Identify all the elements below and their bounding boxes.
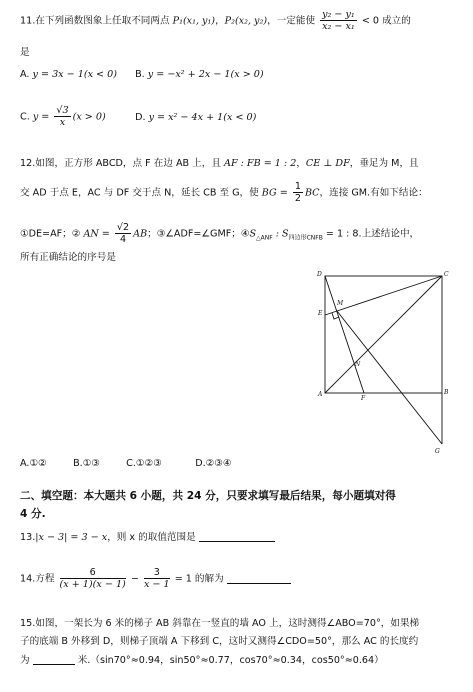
q12-perp: CE ⊥ DF <box>305 158 350 169</box>
q12-line4: 所有正确结论的序号是 <box>20 252 116 263</box>
q13-answer-blank[interactable] <box>199 531 275 542</box>
label-b: B <box>444 389 449 396</box>
q12-option-d: D.②③④ <box>195 458 232 469</box>
q11-sep: ， <box>215 15 225 27</box>
q11-option-c <box>20 105 132 128</box>
q15-text: 米.（sin70°≈0.94，sin50°≈0.77，cos70°≈0.34，cos50°≈0.64） <box>77 655 384 666</box>
q11-frac-num: y₂ − y₁ <box>322 9 355 20</box>
q14-fraction1 <box>60 567 126 590</box>
q14-minus: − <box>130 573 139 585</box>
q11-line1 <box>20 9 411 32</box>
q12-option-b: B.①③ <box>73 458 100 469</box>
frac-num: √3 <box>56 105 69 116</box>
segment-mg <box>337 311 442 444</box>
q15-text: 为 <box>20 655 30 666</box>
label-e: E <box>318 310 323 317</box>
q11-mid: ，一定能使 <box>267 15 316 27</box>
q13-line <box>20 531 275 544</box>
q13-text: ，则 x 的取值范围是 <box>107 532 196 543</box>
option-fraction <box>54 105 70 128</box>
q11-stem: 11.在下列函数图象上任取不同两点 <box>20 15 170 27</box>
option-label: C. <box>20 111 30 123</box>
frac-den: x − 1 <box>143 579 170 590</box>
q15-line2: 子的底端 B 外移到 D，则梯子顶端 A 下移到 C，这时又测得∠CDO=50°，那么 AC 的长度约 <box>20 636 419 647</box>
q12-half-fraction <box>293 181 303 204</box>
label-n: N <box>355 361 361 368</box>
q12-sub-cnfb: 四边形CNFB <box>288 234 323 242</box>
option-label: A. <box>20 69 30 80</box>
q11-after: < 0 成立的 <box>361 15 411 27</box>
q12-line1 <box>20 158 419 170</box>
q14-post: = 1 的解为 <box>174 573 224 585</box>
option-expr: y = −x² + 2x − 1(x > 0) <box>147 69 264 80</box>
q11-p2: P₂(x₂, y₂) <box>224 15 268 27</box>
q12-text: ①DE=AF；② <box>20 228 81 240</box>
label-a: A <box>318 391 323 398</box>
q12-sub-anf: △ANF <box>256 234 273 242</box>
q12-area-s2: : S <box>272 228 289 240</box>
segment-df <box>325 276 364 393</box>
frac-den: 2 <box>294 193 301 204</box>
option-expr: y = <box>32 111 50 123</box>
label-c: C <box>444 271 449 278</box>
frac-num: 3 <box>144 567 170 579</box>
diagonal-ac <box>325 276 442 393</box>
q12-text: 交 AD 于点 E，AC 与 DF 交于点 N，延长 CB 至 G，使 <box>20 187 259 199</box>
frac-den: x <box>59 117 66 128</box>
label-m: M <box>337 300 344 307</box>
q12-text: ， <box>296 158 306 169</box>
q14-line <box>20 567 291 590</box>
frac-den: (x + 1)(x − 1) <box>59 579 126 590</box>
q12-line2 <box>20 181 428 204</box>
q12-ratio: AF : FB = 1 : 2 <box>224 158 297 169</box>
q13-expr: |x − 3| = 3 − x <box>35 532 108 543</box>
frac-num: √2 <box>116 222 130 233</box>
section2-title-cont: 4 分. <box>20 508 46 520</box>
q15-line3 <box>20 654 384 667</box>
option-label: B. <box>135 69 145 80</box>
q12-an: AN = <box>83 228 110 240</box>
label-f: F <box>361 395 366 402</box>
q12-text: 12.如图，正方形 ABCD，点 F 在边 AB 上，且 <box>20 158 221 169</box>
q12-text: ，垂足为 M，且 <box>349 158 419 169</box>
q12-text: = 1 : 8.上述结论中， <box>322 228 420 240</box>
q12-option-a: A.①② <box>20 458 47 469</box>
q15-answer-blank[interactable] <box>33 654 75 665</box>
q15-line1: 15.如图，一架长为 6 米的梯子 AB 斜靠在一竖直的墙 AO 上，这时测得∠ABO=70°，如果梯 <box>20 618 420 629</box>
label-d: D <box>317 271 322 278</box>
q12-geometry-figure <box>310 268 460 458</box>
q11-p1: P₁(x₁, y₁) <box>172 15 216 27</box>
option-label: D. <box>135 111 146 123</box>
q12-text: ，连接 GM.有如下结论： <box>319 187 428 199</box>
q12-option-c: C.①②③ <box>126 458 162 469</box>
q12-bg: BG = <box>261 187 288 199</box>
q14-fraction2 <box>144 567 170 590</box>
segment-ce <box>325 276 442 315</box>
q12-line3 <box>20 222 419 245</box>
q11-options-row2 <box>20 105 256 128</box>
q12-area-s: S <box>249 228 257 240</box>
frac-num: 6 <box>60 567 126 579</box>
q12-ab: AB <box>133 228 148 240</box>
q11-fraction <box>320 9 357 32</box>
frac-den: 4 <box>119 234 127 245</box>
q11-option-a <box>20 69 132 81</box>
option-expr: y = x² − 4x + 1(x < 0) <box>148 111 257 123</box>
label-g: G <box>435 448 440 455</box>
option-expr: y = 3x − 1(x < 0) <box>32 69 117 80</box>
q11-option-b <box>135 69 264 81</box>
q12-options <box>20 458 231 470</box>
q13-num: 13. <box>20 532 36 543</box>
q14-pre: 14.方程 <box>20 573 55 585</box>
q11-frac-den: x₂ − x₁ <box>322 21 355 32</box>
q11-option-d <box>135 112 256 124</box>
q11-options-row1 <box>20 69 264 81</box>
q14-answer-blank[interactable] <box>227 573 291 584</box>
q12-bc: BC <box>304 187 320 199</box>
q12-text: ；③∠ADF=∠GMF；④ <box>147 228 250 240</box>
frac-num: 1 <box>294 181 301 192</box>
q11-line2: 是 <box>20 47 30 58</box>
section2-title: 二、填空题：本大题共 6 小题，共 24 分，只要求填写最后结果，每小题填对得 <box>20 490 396 502</box>
option-expr: (x > 0) <box>72 111 106 123</box>
q12-root2-fraction <box>115 222 131 245</box>
